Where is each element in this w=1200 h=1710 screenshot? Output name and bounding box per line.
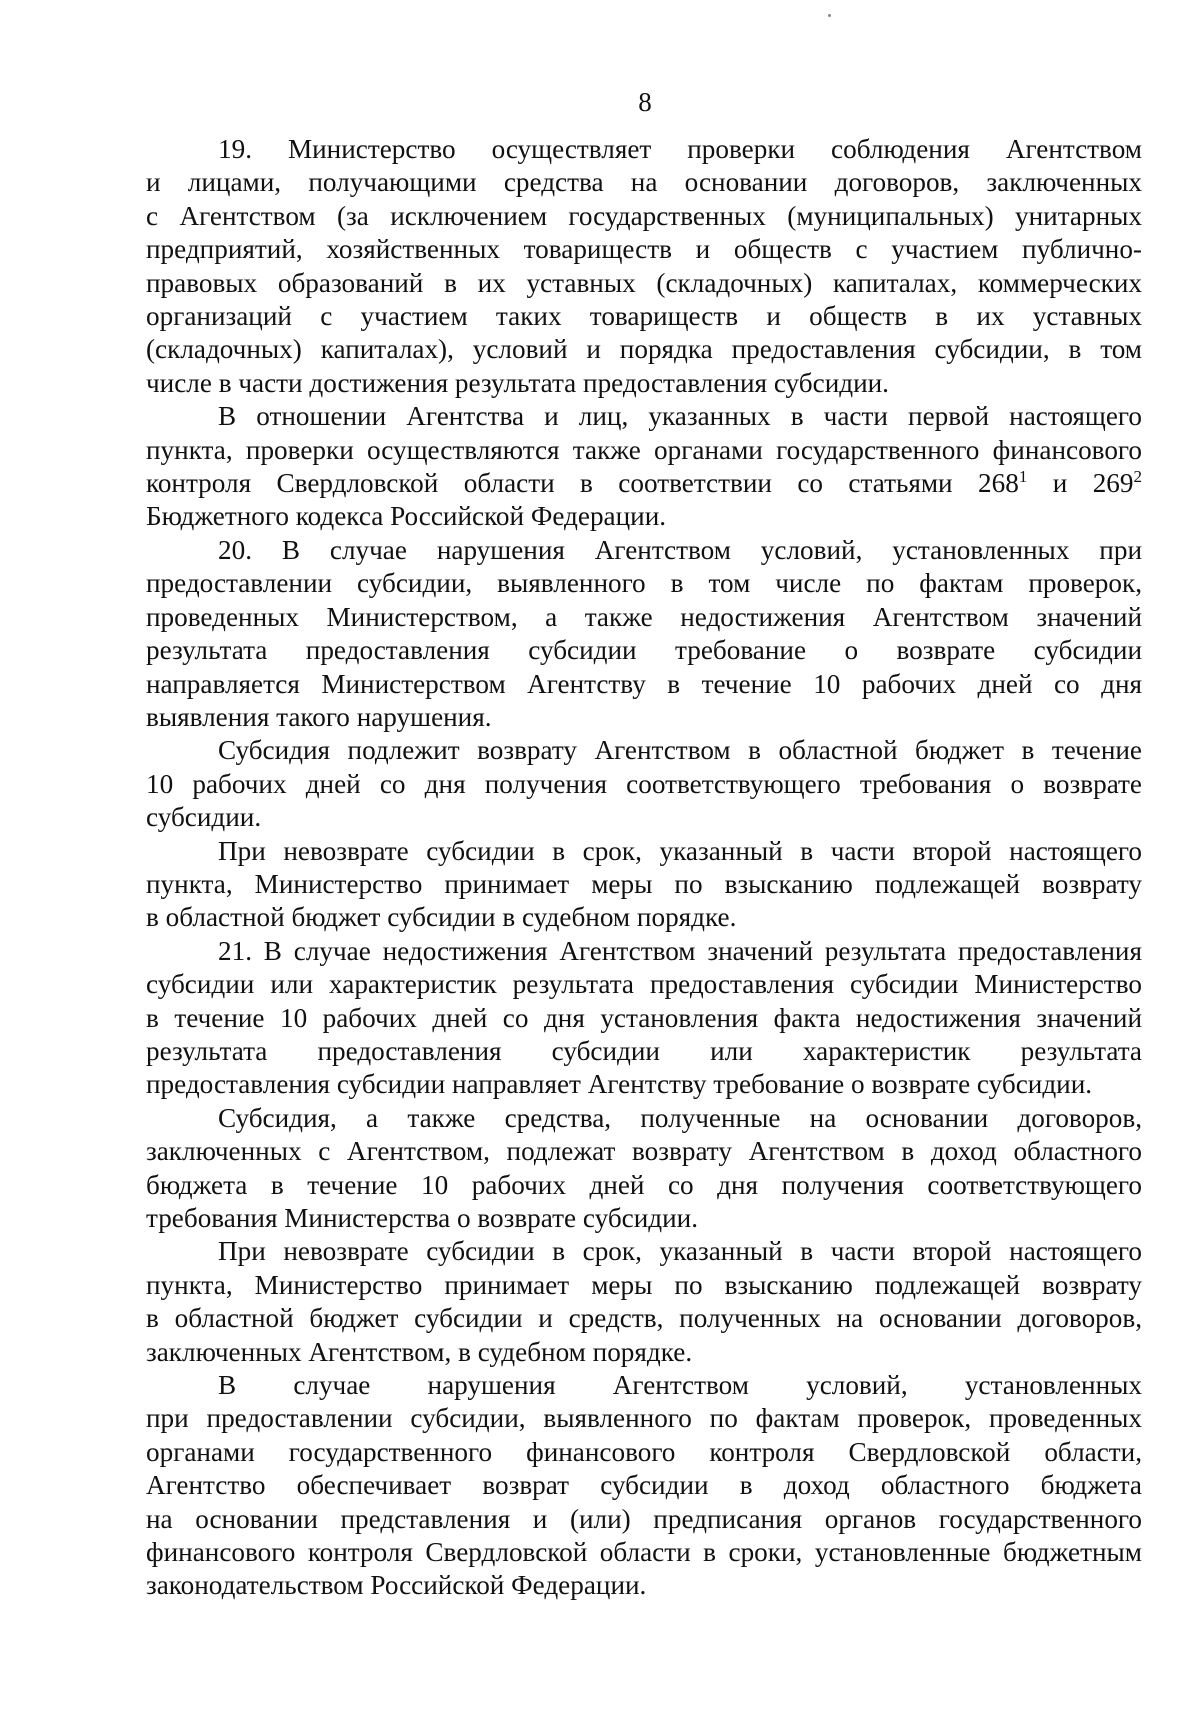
text-line-with-footnotes [146, 467, 1142, 500]
text-line: пункта, Министерство принимает меры по взысканию подлежащей возврату [146, 868, 1142, 899]
text-line: с Агентством (за исключением государственных (муниципальных) унитарных [146, 200, 1142, 231]
text-fragment: и 269 [1027, 468, 1134, 499]
text-line: предприятий, хозяйственных товариществ и обществ с участием публично- [146, 234, 1142, 265]
text-line: Субсидия подлежит возврату Агентством в областной бюджет в течение [218, 735, 1142, 766]
paragraph-21-part-2 [146, 1102, 1142, 1236]
paragraph-21-part-3 [146, 1235, 1142, 1369]
text-line: и лицами, получающими средства на основании договоров, заключенных [146, 167, 1142, 198]
document-body [146, 133, 1142, 1603]
paragraph-20 [146, 534, 1142, 734]
paragraph-19 [146, 133, 1142, 400]
text-line: 19. Министерство осуществляет проверки соблюдения Агентством [218, 134, 1142, 164]
paragraph-21-part-4 [146, 1369, 1142, 1603]
text-line: Бюджетного кодекса Российской Федерации. [146, 501, 667, 532]
text-line: в областной бюджет субсидии и средств, полученных на основании договоров, [146, 1303, 1142, 1334]
text-line: финансового контроля Свердловской области в сроки, установленные бюджетным [146, 1537, 1142, 1568]
text-line: заключенных Агентством, в судебном порядке. [146, 1336, 693, 1367]
paragraph-20-part-2 [146, 734, 1142, 834]
text-line: Агентство обеспечивает возврат субсидии в доход областного бюджета [146, 1470, 1142, 1501]
text-line: организаций с участием таких товариществ и обществ в их уставных [146, 301, 1142, 332]
text-line: законодательством Российской Федерации. [146, 1570, 647, 1601]
text-line: правовых образований в их уставных (складочных) капиталах, коммерческих [146, 267, 1142, 298]
text-line: При невозврате субсидии в срок, указанный в части второй настоящего [218, 835, 1142, 866]
text-line: (складочных) капиталах), условий и порядка предоставления субсидии, в том [146, 334, 1142, 365]
superscript: 2 [1133, 467, 1142, 486]
text-line: выявления такого нарушения. [146, 701, 492, 732]
text-line: 10 рабочих дней со дня получения соответствующего требования о возврате [146, 768, 1142, 799]
text-line: направляется Министерством Агентству в течение 10 рабочих дней со дня [146, 668, 1142, 699]
scan-speck [828, 14, 831, 17]
paragraph-21 [146, 935, 1142, 1102]
text-line: заключенных с Агентством, подлежат возврату Агентством в доход областного [146, 1136, 1142, 1167]
text-line: числе в части достижения результата предоставления субсидии. [146, 367, 889, 398]
text-line: Субсидия, а также средства, полученные на основании договоров, [218, 1102, 1142, 1133]
text-fragment: контроля Свердловской области в соответствии со статьями 268 [146, 468, 1019, 499]
superscript: 1 [1018, 467, 1028, 486]
text-line: В случае нарушения Агентством условий, установленных [218, 1370, 1142, 1401]
text-line: 20. В случае нарушения Агентством условий, установленных при [218, 534, 1142, 565]
text-line: в областной бюджет субсидии в судебном порядке. [146, 902, 737, 933]
text-line: В отношении Агентства и лиц, указанных в части первой настоящего [218, 401, 1142, 432]
text-line: проведенных Министерством, а также недостижения Агентством значений [146, 601, 1142, 632]
text-line: органами государственного финансового контроля Свердловской области, [146, 1436, 1142, 1467]
paragraph-19-part-2 [146, 400, 1142, 534]
text-line: на основании представления и (или) предписания органов государственного [146, 1503, 1142, 1534]
text-line: требования Министерства о возврате субсидии. [146, 1203, 699, 1233]
text-line: субсидии. [146, 802, 262, 833]
text-line: предоставлении субсидии, выявленного в том числе по фактам проверок, [146, 568, 1142, 599]
text-line: при предоставлении субсидии, выявленного по фактам проверок, проведенных [146, 1403, 1142, 1434]
text-line: результата предоставления субсидии или характеристик результата [146, 1035, 1142, 1066]
text-line: При невозврате субсидии в срок, указанный в части второй настоящего [218, 1236, 1142, 1267]
text-line: пункта, проверки осуществляются также органами государственного финансового [146, 434, 1142, 465]
text-line: 21. В случае недостижения Агентством значений результата предоставления [218, 935, 1142, 966]
paragraph-20-part-3 [146, 835, 1142, 935]
text-line: бюджета в течение 10 рабочих дней со дня получения соответствующего [146, 1169, 1142, 1200]
text-line: субсидии или характеристик результата предоставления субсидии Министерство [146, 969, 1142, 1000]
text-line: предоставления субсидии направляет Агентству требование о возврате субсидии. [146, 1069, 1093, 1100]
text-line: в течение 10 рабочих дней со дня установления факта недостижения значений [146, 1002, 1142, 1033]
text-line: пункта, Министерство принимает меры по взысканию подлежащей возврату [146, 1269, 1142, 1300]
page-number: 8 [638, 87, 652, 117]
text-line: результата предоставления субсидии требование о возврате субсидии [146, 635, 1142, 666]
